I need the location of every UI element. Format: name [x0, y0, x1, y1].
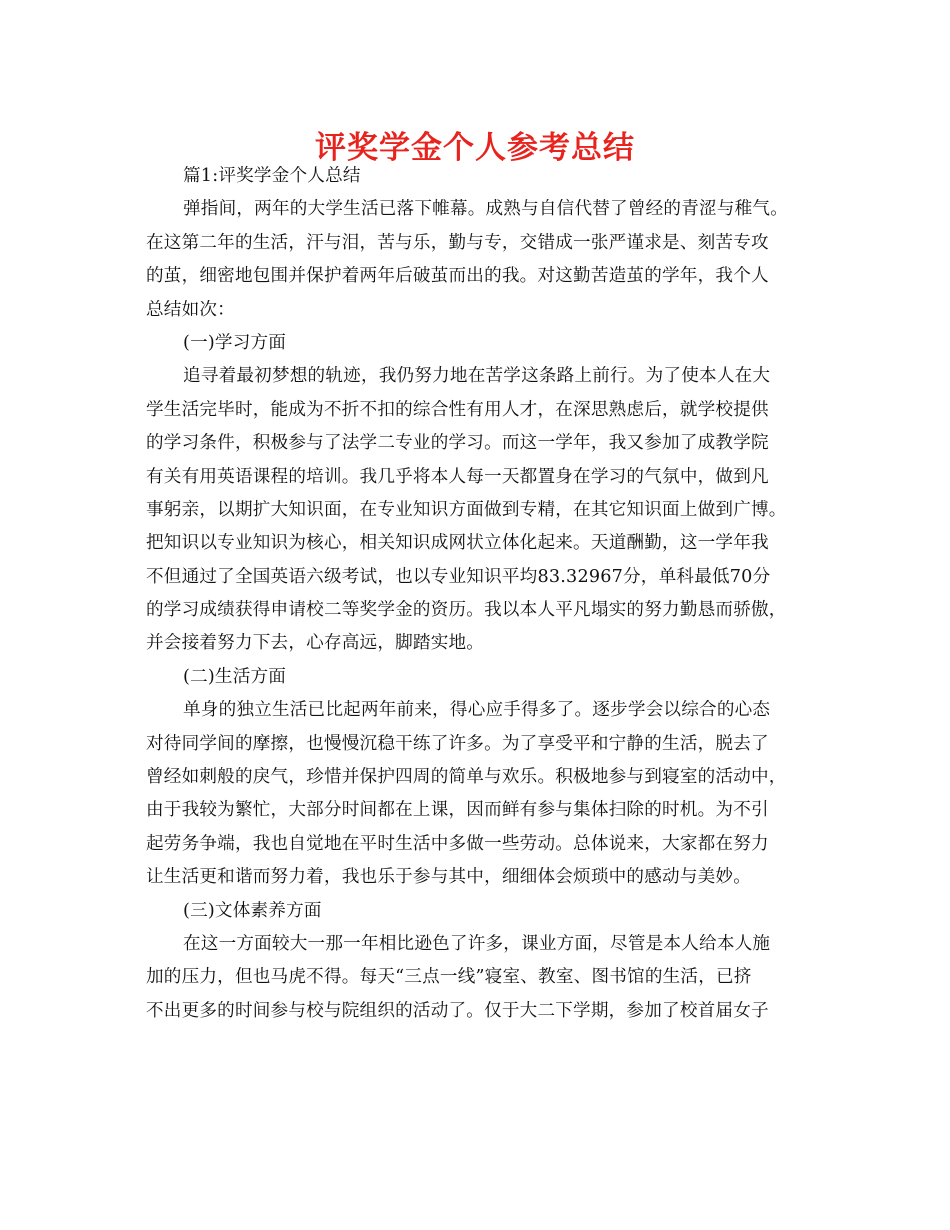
text-line: 把知识以专业知识为核心，相关知识成网状立体化起来。天道酬勤，这一学年我	[146, 533, 769, 554]
text-line: 起劳务争端，我也自觉地在平时生活中多做一些劳动。总体说来，大家都在努力	[146, 833, 769, 854]
text-line: 事躬亲，以期扩大知识面，在专业知识方面做到专精，在其它知识面上做到广博。	[146, 499, 787, 520]
text-line: 的茧，细密地包围并保护着两年后破茧而出的我。对这勤苦造茧的学年，我个人	[146, 266, 769, 287]
text-line: 篇1:评奖学金个人总结	[183, 166, 361, 186]
text-line: (二)生活方面	[183, 666, 287, 687]
text-line: 有关有用英语课程的培训。我几乎将本人每一天都置身在学习的气氛中，做到凡	[146, 466, 769, 487]
text-line: 并会接着努力下去，心存高远，脚踏实地。	[146, 633, 485, 654]
text-line: 追寻着最初梦想的轨迹，我仍努力地在苦学这条路上前行。为了使本人在大	[183, 366, 771, 387]
document-title: 评奖学金个人参考总结	[315, 130, 635, 166]
text-line: 曾经如刺般的戾气，珍惜并保护四周的简单与欢乐。积极地参与到寝室的活动中，	[146, 767, 787, 788]
document-body	[146, 160, 806, 1028]
text-line: 在这第二年的生活，汗与泪，苦与乐，勤与专，交错成一张严谨求是、刻苦专攻	[146, 232, 769, 253]
text-line: 的学习成绩获得申请校二等奖学金的资历。我以本人平凡塌实的努力勤恳而骄傲，	[146, 600, 787, 621]
text-line: (三)文体素养方面	[183, 900, 322, 921]
text-line: 不出更多的时间参与校与院组织的活动了。仅于大二下学期，参加了校首届女子	[146, 1000, 769, 1021]
text-line: (一)学习方面	[183, 332, 287, 353]
text-line: 让生活更和谐而努力着，我也乐于参与其中，细细体会烦琐中的感动与美妙。	[146, 867, 751, 888]
text-line: 学生活完毕时，能成为不折不扣的综合性有用人才，在深思熟虑后，就学校提供	[146, 399, 769, 420]
text-line: 在这一方面较大一那一年相比逊色了许多，课业方面，尽管是本人给本人施	[183, 933, 771, 954]
text-line: 对待同学间的摩擦，也慢慢沉稳干练了许多。为了享受平和宁静的生活，脱去了	[146, 733, 769, 754]
text-line: 不但通过了全国英语六级考试，也以专业知识平均83.32967分，单科最低70分	[146, 566, 771, 587]
text-line: 单身的独立生活已比起两年前来，得心应手得多了。逐步学会以综合的心态	[183, 700, 771, 721]
text-line: 总结如次：	[146, 299, 235, 320]
text-line: 弹指间，两年的大学生活已落下帷幕。成熟与自信代替了曾经的青涩与稚气。	[183, 199, 788, 220]
text-line: 加的压力，但也马虎不得。每天“三点一线”寝室、教室、图书馆的生活，已挤	[146, 967, 752, 988]
text-line: 由于我较为繁忙，大部分时间都在上课，因而鲜有参与集体扫除的时机。为不引	[146, 800, 769, 821]
text-line: 的学习条件，积极参与了法学二专业的学习。而这一学年，我又参加了成教学院	[146, 433, 769, 454]
